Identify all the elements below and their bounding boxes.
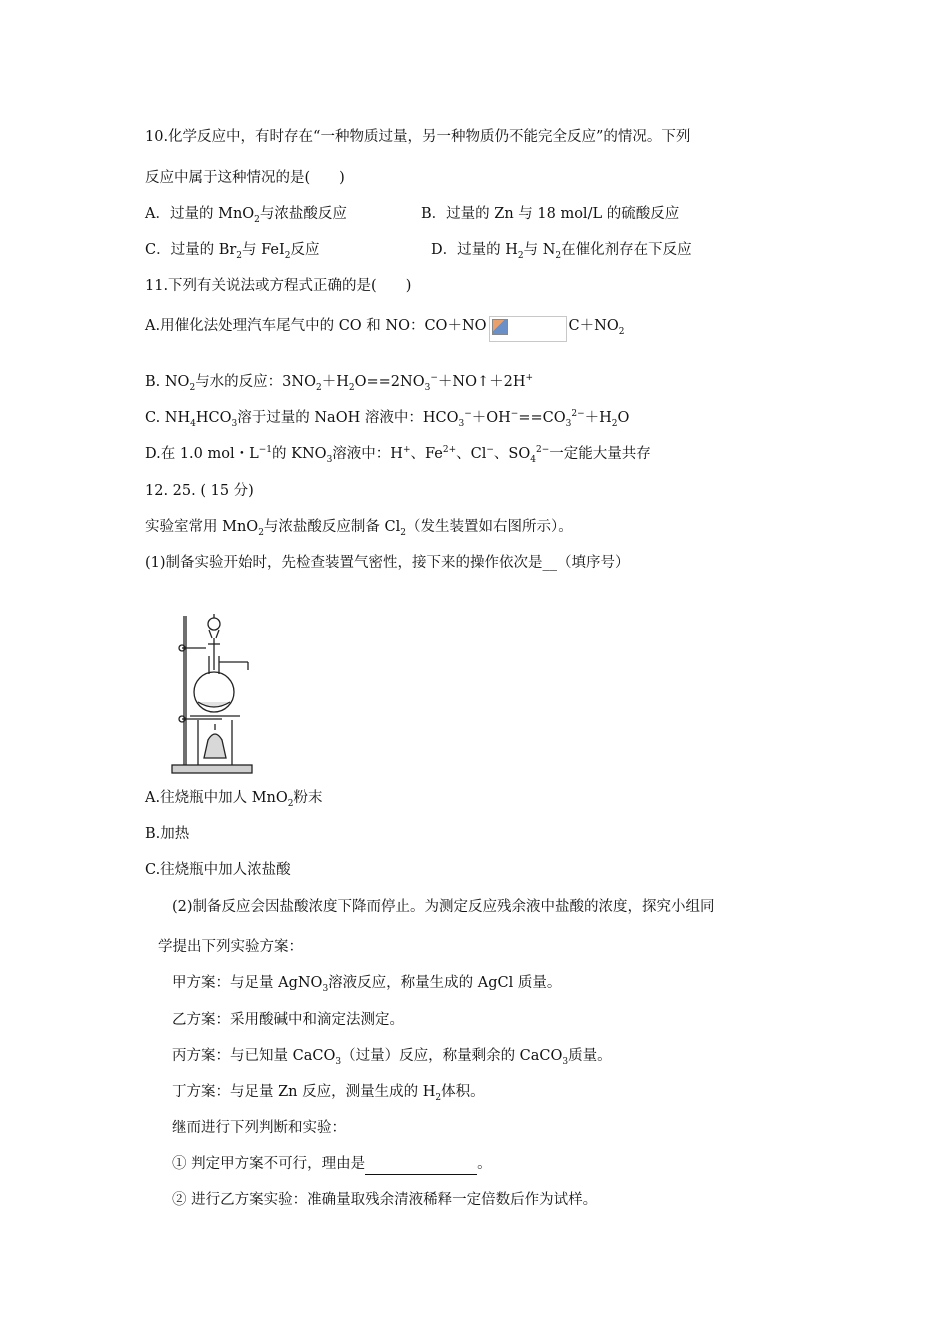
q12-part1: (1)制备实验开始时，先检查装置气密性，接下来的操作依次是__（填序号）: [145, 555, 630, 571]
chlorine-generator-apparatus-figure: [168, 612, 260, 777]
q11-option-d: D.在 1.0 mol・$L^{-1}$的 $KNO_3$溶液中：H+、$Fe^{2+}$、Cl−、$SO_4^{2-}$一定能大量共存: [145, 445, 651, 465]
q11-option-a: A.用催化法处理汽车尾气中的 CO 和 NO：CO＋NO $C+NO_2$: [145, 313, 624, 339]
q10-stem-line2: 反应中属于这种情况的是( ): [145, 170, 345, 186]
q12-option-c: C.往烧瓶中加人浓盐酸: [145, 862, 291, 878]
q11-option-b: B. $NO_2$与水的反应：$3NO_2+H_2O==2NO_3^-+NO↑+2H^+$: [145, 373, 534, 393]
q12-option-b: B.加热: [145, 826, 190, 842]
q10-stem-line1: 10.化学反应中，有时存在“一种物质过量，另一种物质仍不能完全反应”的情况。下列: [145, 129, 691, 145]
q12-header: 12. 25. ( 15 分): [145, 483, 254, 499]
q12-part2-line1: (2)制备反应会因盐酸浓度下降而停止。为测定反应残余液中盐酸的浓度，探究小组同: [172, 899, 715, 915]
judgement-2: ② 进行乙方案实验：准确量取残余清液稀释一定倍数后作为试样。: [172, 1192, 598, 1208]
plan-bing: 丙方案：与已知量 CaCO$_3$（过量）反应，称量剩余的 CaCO$_3$质量。: [172, 1048, 612, 1067]
plan-jia: 甲方案：与足量 AgNO$_3$溶液反应，称量生成的 AgCl 质量。: [172, 975, 562, 994]
q10-option-a: A．过量的 MnO$_2$与浓盐酸反应: [145, 206, 347, 225]
plan-yi: 乙方案：采用酸碱中和滴定法测定。: [172, 1012, 404, 1028]
answer-blank[interactable]: [365, 1154, 477, 1175]
broken-image-icon: [489, 316, 567, 342]
judgement-1: ① 判定甲方案不可行，理由是 。: [172, 1154, 492, 1175]
q12-next-steps: 继而进行下列判断和实验：: [172, 1120, 346, 1136]
q12-part2-line2: 学提出下列实验方案：: [158, 939, 303, 955]
q11-option-c: C. $NH_4HCO_3$溶于过量的 NaOH 溶液中：$HCO_3^-+OH^-==CO_3^{2-}+H_2O$: [145, 409, 630, 429]
q11-stem: 11.下列有关说法或方程式正确的是( ): [145, 278, 412, 294]
plan-ding: 丁方案：与足量 Zn 反应，测量生成的 $H_2$体积。: [172, 1084, 485, 1103]
q12-option-a: A.往烧瓶中加人 MnO$_2$粉末: [145, 790, 323, 809]
q10-option-b: B．过量的 Zn 与 18 mol/L 的硫酸反应: [421, 206, 680, 222]
q10-option-c: C．过量的 $Br_2$与 FeI$_2$反应: [145, 242, 320, 261]
q10-option-d: D．过量的 $H_2$与 $N_2$在催化剂存在下反应: [431, 242, 692, 261]
q12-intro: 实验室常用 MnO$_2$与浓盐酸反应制备 $Cl_2$（发生装置如右图所示）。: [145, 519, 573, 538]
